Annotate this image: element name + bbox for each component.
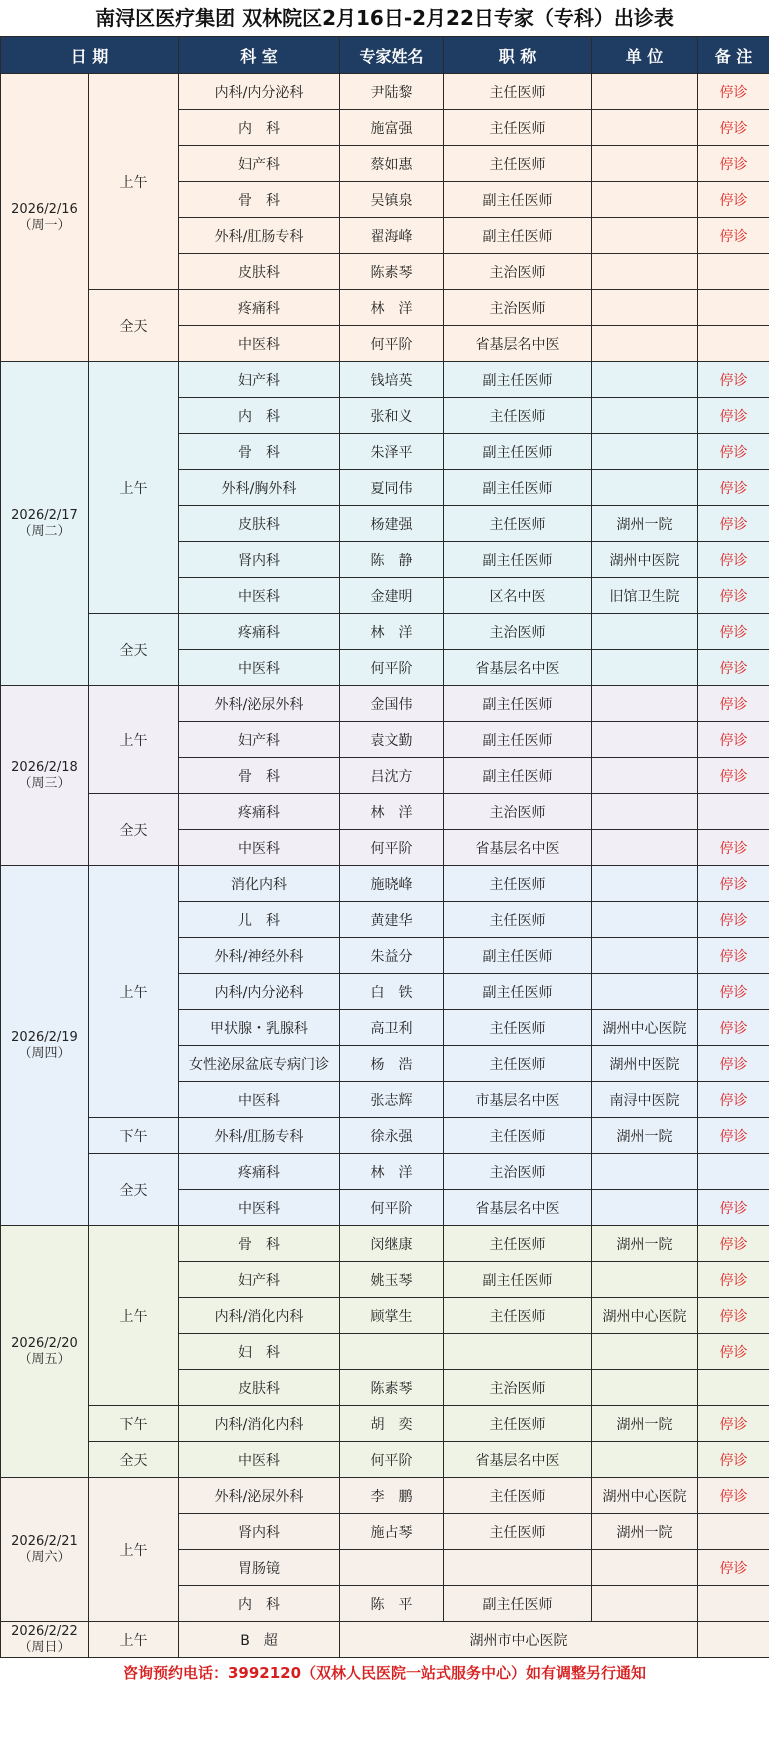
table-row	[1, 1118, 769, 1154]
table-row	[1, 866, 769, 902]
title-cell: 省基层名中医	[444, 1442, 592, 1478]
unit-cell	[592, 1586, 698, 1622]
doctor-cell: 林 洋	[340, 1154, 444, 1190]
unit-cell	[592, 290, 698, 326]
session-cell: 全天	[89, 1442, 179, 1478]
dept-cell: 疼痛科	[179, 290, 340, 326]
note-cell: 停诊	[698, 1298, 769, 1334]
doctor-cell: 袁文勤	[340, 722, 444, 758]
session-cell: 上午	[89, 1478, 179, 1622]
dept-cell: 中医科	[179, 578, 340, 614]
note-cell: 停诊	[698, 1406, 769, 1442]
session-cell: 全天	[89, 794, 179, 866]
unit-cell: 湖州中心医院	[592, 1298, 698, 1334]
dept-cell: 内 科	[179, 398, 340, 434]
date-cell	[1, 362, 89, 686]
unit-cell	[592, 1370, 698, 1406]
doctor-cell: 吕沈方	[340, 758, 444, 794]
unit-cell	[592, 470, 698, 506]
date-cell	[1, 1622, 89, 1658]
dept-cell: 内科/消化内科	[179, 1298, 340, 1334]
page-title: 南浔区医疗集团 双林院区2月16日-2月22日专家（专科）出诊表	[95, 6, 674, 30]
unit-cell	[592, 758, 698, 794]
doctor-cell: 翟海峰	[340, 218, 444, 254]
session-cell: 上午	[89, 362, 179, 614]
session-cell: 上午	[89, 1622, 179, 1658]
doctor-cell: 何平阶	[340, 650, 444, 686]
note-cell: 停诊	[698, 182, 769, 218]
table-row	[1, 794, 769, 830]
dept-cell: 外科/神经外科	[179, 938, 340, 974]
note-cell	[698, 1154, 769, 1190]
dept-cell: 骨 科	[179, 758, 340, 794]
schedule-table	[0, 36, 769, 1658]
unit-cell: 湖州中医院	[592, 542, 698, 578]
table-row	[1, 1478, 769, 1514]
dept-cell: 中医科	[179, 326, 340, 362]
dept-cell: 疼痛科	[179, 794, 340, 830]
unit-cell	[592, 254, 698, 290]
title-cell: 区名中医	[444, 578, 592, 614]
title-cell: 主治医师	[444, 794, 592, 830]
note-cell	[698, 290, 769, 326]
dept-cell: 肾内科	[179, 542, 340, 578]
dept-cell: 骨 科	[179, 182, 340, 218]
title-cell: 主治医师	[444, 1154, 592, 1190]
unit-cell	[592, 1154, 698, 1190]
doctor-cell: 徐永强	[340, 1118, 444, 1154]
note-cell: 停诊	[698, 938, 769, 974]
table-row	[1, 1226, 769, 1262]
doctor-cell: 李 鹏	[340, 1478, 444, 1514]
dept-cell: 皮肤科	[179, 506, 340, 542]
date-text: 2026/2/19	[11, 1029, 78, 1045]
note-cell	[698, 326, 769, 362]
note-cell: 停诊	[698, 686, 769, 722]
doctor-cell: 朱益分	[340, 938, 444, 974]
title-cell: 副主任医师	[444, 1262, 592, 1298]
dept-cell: B 超	[179, 1622, 340, 1658]
note-cell	[698, 1370, 769, 1406]
title-cell: 主治医师	[444, 254, 592, 290]
date-cell	[1, 1478, 89, 1622]
doctor-cell: 吴镇泉	[340, 182, 444, 218]
note-cell: 停诊	[698, 398, 769, 434]
note-cell: 停诊	[698, 542, 769, 578]
dept-cell: 中医科	[179, 1082, 340, 1118]
title-cell: 主任医师	[444, 1478, 592, 1514]
date-text: 2026/2/21	[11, 1533, 78, 1549]
table-row	[1, 614, 769, 650]
note-cell: 停诊	[698, 1082, 769, 1118]
unit-cell	[592, 866, 698, 902]
unit-cell	[592, 614, 698, 650]
session-cell: 上午	[89, 686, 179, 794]
title-cell: 主任医师	[444, 866, 592, 902]
header-unit: 单 位	[592, 37, 698, 74]
dept-cell: 妇 科	[179, 1334, 340, 1370]
dept-cell: 女性泌尿盆底专病门诊	[179, 1046, 340, 1082]
dept-cell: 内科/消化内科	[179, 1406, 340, 1442]
unit-cell	[592, 686, 698, 722]
doctor-cell: 林 洋	[340, 290, 444, 326]
unit-cell	[592, 74, 698, 110]
doctor-cell: 林 洋	[340, 614, 444, 650]
title-cell: 副主任医师	[444, 182, 592, 218]
unit-cell: 湖州一院	[592, 1514, 698, 1550]
dept-cell: 内 科	[179, 1586, 340, 1622]
doctor-cell: 闵继康	[340, 1226, 444, 1262]
date-text: 2026/2/18	[11, 759, 78, 775]
weekday-text: （周五）	[18, 1351, 71, 1367]
table-row	[1, 686, 769, 722]
dept-cell: 甲状腺・乳腺科	[179, 1010, 340, 1046]
header-doctor: 专家姓名	[340, 37, 444, 74]
note-cell	[698, 254, 769, 290]
title-cell: 主任医师	[444, 1226, 592, 1262]
note-cell: 停诊	[698, 614, 769, 650]
doctor-cell: 杨建强	[340, 506, 444, 542]
session-cell: 全天	[89, 290, 179, 362]
date-text: 2026/2/22	[11, 1623, 78, 1639]
title-cell: 副主任医师	[444, 470, 592, 506]
note-cell: 停诊	[698, 1478, 769, 1514]
title-cell: 副主任医师	[444, 1586, 592, 1622]
unit-cell	[592, 1334, 698, 1370]
unit-cell	[592, 182, 698, 218]
session-cell: 上午	[89, 74, 179, 290]
doctor-cell: 张志辉	[340, 1082, 444, 1118]
doctor-cell: 林 洋	[340, 794, 444, 830]
doctor-cell: 张和义	[340, 398, 444, 434]
dept-cell: 内科/内分泌科	[179, 974, 340, 1010]
weekday-text: （周日）	[18, 1639, 71, 1655]
unit-cell: 湖州中心医院	[592, 1478, 698, 1514]
title-cell: 副主任医师	[444, 686, 592, 722]
dept-cell: 外科/胸外科	[179, 470, 340, 506]
note-cell: 停诊	[698, 146, 769, 182]
table-row	[1, 1622, 769, 1658]
doctor-cell: 陈 静	[340, 542, 444, 578]
note-cell: 停诊	[698, 1010, 769, 1046]
date-cell	[1, 866, 89, 1226]
dept-cell: 肾内科	[179, 1514, 340, 1550]
title-cell: 省基层名中医	[444, 650, 592, 686]
dept-cell: 儿 科	[179, 902, 340, 938]
note-cell: 停诊	[698, 650, 769, 686]
session-cell: 下午	[89, 1406, 179, 1442]
doctor-cell: 何平阶	[340, 1190, 444, 1226]
note-cell: 停诊	[698, 830, 769, 866]
note-cell: 停诊	[698, 1262, 769, 1298]
doctor-cell: 白 铁	[340, 974, 444, 1010]
title-cell: 主任医师	[444, 1118, 592, 1154]
schedule-body	[1, 74, 769, 1658]
note-cell: 停诊	[698, 578, 769, 614]
dept-cell: 中医科	[179, 650, 340, 686]
header-title: 职 称	[444, 37, 592, 74]
date-cell	[1, 1226, 89, 1478]
dept-cell: 中医科	[179, 1442, 340, 1478]
title-cell: 省基层名中医	[444, 1190, 592, 1226]
unit-cell	[592, 938, 698, 974]
unit-cell	[592, 146, 698, 182]
unit-cell	[592, 1262, 698, 1298]
table-row	[1, 1406, 769, 1442]
title-cell: 主治医师	[444, 614, 592, 650]
doctor-cell: 胡 奕	[340, 1406, 444, 1442]
doctor-cell: 夏同伟	[340, 470, 444, 506]
doctor-cell: 朱泽平	[340, 434, 444, 470]
dept-cell: 皮肤科	[179, 1370, 340, 1406]
unit-cell: 南浔中医院	[592, 1082, 698, 1118]
title-cell: 副主任医师	[444, 218, 592, 254]
doctor-cell: 陈素琴	[340, 1370, 444, 1406]
note-cell: 停诊	[698, 218, 769, 254]
unit-cell	[592, 434, 698, 470]
unit-cell	[592, 1190, 698, 1226]
unit-cell: 湖州一院	[592, 506, 698, 542]
title-cell: 副主任医师	[444, 938, 592, 974]
title-cell: 主任医师	[444, 1010, 592, 1046]
note-cell	[698, 1514, 769, 1550]
note-cell: 停诊	[698, 758, 769, 794]
table-row	[1, 1154, 769, 1190]
unit-cell: 湖州一院	[592, 1118, 698, 1154]
dept-cell: 妇产科	[179, 1262, 340, 1298]
dept-cell: 消化内科	[179, 866, 340, 902]
unit-cell	[592, 326, 698, 362]
note-cell: 停诊	[698, 1334, 769, 1370]
weekday-text: （周六）	[18, 1549, 71, 1565]
doctor-cell: 陈素琴	[340, 254, 444, 290]
doctor-cell: 金建明	[340, 578, 444, 614]
note-cell: 停诊	[698, 1550, 769, 1586]
table-row	[1, 1442, 769, 1478]
session-cell: 全天	[89, 614, 179, 686]
title-cell: 主治医师	[444, 1370, 592, 1406]
note-cell: 停诊	[698, 1226, 769, 1262]
doctor-cell: 尹陆黎	[340, 74, 444, 110]
session-cell: 全天	[89, 1154, 179, 1226]
doctor-cell: 杨 浩	[340, 1046, 444, 1082]
dept-cell: 皮肤科	[179, 254, 340, 290]
unit-cell	[592, 650, 698, 686]
unit-cell: 湖州一院	[592, 1406, 698, 1442]
note-cell: 停诊	[698, 434, 769, 470]
doctor-cell: 钱培英	[340, 362, 444, 398]
title-cell: 副主任医师	[444, 542, 592, 578]
note-cell: 停诊	[698, 902, 769, 938]
title-cell: 主任医师	[444, 1046, 592, 1082]
unit-cell	[592, 218, 698, 254]
title-cell: 主任医师	[444, 1298, 592, 1334]
dept-cell: 疼痛科	[179, 1154, 340, 1190]
weekday-text: （周三）	[18, 775, 71, 791]
title-cell: 副主任医师	[444, 362, 592, 398]
doctor-cell: 高卫利	[340, 1010, 444, 1046]
weekday-text: （周二）	[18, 523, 71, 539]
session-cell: 上午	[89, 866, 179, 1118]
dept-cell: 疼痛科	[179, 614, 340, 650]
weekday-text: （周四）	[18, 1045, 71, 1061]
dept-cell: 妇产科	[179, 722, 340, 758]
footer-contact: 咨询预约电话：3992120（双林人民医院一站式服务中心）如有调整另行通知	[122, 1664, 647, 1682]
dept-cell: 妇产科	[179, 362, 340, 398]
title-cell: 省基层名中医	[444, 830, 592, 866]
dept-cell: 外科/泌尿外科	[179, 686, 340, 722]
doctor-cell: 姚玉琴	[340, 1262, 444, 1298]
unit-cell: 湖州一院	[592, 1226, 698, 1262]
note-cell: 停诊	[698, 110, 769, 146]
doctor-cell: 陈 平	[340, 1586, 444, 1622]
date-text: 2026/2/16	[11, 201, 78, 217]
doctor-cell: 顾掌生	[340, 1298, 444, 1334]
title-cell: 主任医师	[444, 1406, 592, 1442]
title-cell: 主任医师	[444, 110, 592, 146]
title-cell: 主任医师	[444, 146, 592, 182]
dept-cell: 内科/内分泌科	[179, 74, 340, 110]
note-cell: 停诊	[698, 1046, 769, 1082]
unit-cell	[592, 974, 698, 1010]
note-cell: 停诊	[698, 1190, 769, 1226]
doctor-cell: 何平阶	[340, 326, 444, 362]
dept-cell: 胃肠镜	[179, 1550, 340, 1586]
note-cell	[698, 1586, 769, 1622]
dept-cell: 中医科	[179, 1190, 340, 1226]
note-cell	[698, 1622, 769, 1658]
doctor-cell: 何平阶	[340, 1442, 444, 1478]
dept-cell: 外科/肛肠专科	[179, 1118, 340, 1154]
doctor-cell: 金国伟	[340, 686, 444, 722]
note-cell: 停诊	[698, 470, 769, 506]
dept-cell: 中医科	[179, 830, 340, 866]
title-cell: 副主任医师	[444, 758, 592, 794]
header-date: 日 期	[1, 37, 179, 74]
doctor-cell: 蔡如惠	[340, 146, 444, 182]
title-cell: 市基层名中医	[444, 1082, 592, 1118]
header-dept: 科 室	[179, 37, 340, 74]
weekday-text: （周一）	[18, 217, 71, 233]
title-cell: 主任医师	[444, 506, 592, 542]
title-cell: 主任医师	[444, 74, 592, 110]
doctor-cell: 何平阶	[340, 830, 444, 866]
title-cell: 主治医师	[444, 290, 592, 326]
title-cell: 副主任医师	[444, 722, 592, 758]
date-text: 2026/2/17	[11, 507, 78, 523]
unit-cell: 湖州中心医院	[592, 1010, 698, 1046]
session-cell: 下午	[89, 1118, 179, 1154]
unit-cell	[592, 722, 698, 758]
unit-cell	[592, 398, 698, 434]
date-text: 2026/2/20	[11, 1335, 78, 1351]
note-cell: 停诊	[698, 362, 769, 398]
unit-cell	[592, 110, 698, 146]
dept-cell: 外科/肛肠专科	[179, 218, 340, 254]
note-cell: 停诊	[698, 74, 769, 110]
date-cell	[1, 74, 89, 362]
unit-cell	[592, 1442, 698, 1478]
unit-cell: 旧馆卫生院	[592, 578, 698, 614]
title-cell: 主任医师	[444, 902, 592, 938]
table-row	[1, 362, 769, 398]
title-cell: 主任医师	[444, 1514, 592, 1550]
note-cell: 停诊	[698, 722, 769, 758]
unit-cell	[592, 362, 698, 398]
unit-cell: 湖州中医院	[592, 1046, 698, 1082]
header-note: 备 注	[698, 37, 769, 74]
merged-unit-cell: 湖州市中心医院	[340, 1622, 698, 1658]
title-cell: 主任医师	[444, 398, 592, 434]
note-cell	[698, 794, 769, 830]
note-cell: 停诊	[698, 1442, 769, 1478]
dept-cell: 骨 科	[179, 434, 340, 470]
title-cell	[444, 1550, 592, 1586]
title-cell: 省基层名中医	[444, 326, 592, 362]
doctor-cell: 施富强	[340, 110, 444, 146]
header-row	[1, 37, 769, 74]
doctor-cell: 施晓峰	[340, 866, 444, 902]
unit-cell	[592, 830, 698, 866]
note-cell: 停诊	[698, 506, 769, 542]
unit-cell	[592, 902, 698, 938]
table-row	[1, 74, 769, 110]
unit-cell	[592, 1550, 698, 1586]
note-cell: 停诊	[698, 1118, 769, 1154]
table-row	[1, 290, 769, 326]
doctor-cell	[340, 1550, 444, 1586]
doctor-cell	[340, 1334, 444, 1370]
date-cell	[1, 686, 89, 866]
dept-cell: 内 科	[179, 110, 340, 146]
dept-cell: 外科/泌尿外科	[179, 1478, 340, 1514]
title-cell: 副主任医师	[444, 974, 592, 1010]
doctor-cell: 黄建华	[340, 902, 444, 938]
title-cell	[444, 1334, 592, 1370]
doctor-cell: 施占琴	[340, 1514, 444, 1550]
session-cell: 上午	[89, 1226, 179, 1406]
dept-cell: 妇产科	[179, 146, 340, 182]
note-cell: 停诊	[698, 974, 769, 1010]
title-cell: 副主任医师	[444, 434, 592, 470]
unit-cell	[592, 794, 698, 830]
dept-cell: 骨 科	[179, 1226, 340, 1262]
note-cell: 停诊	[698, 866, 769, 902]
